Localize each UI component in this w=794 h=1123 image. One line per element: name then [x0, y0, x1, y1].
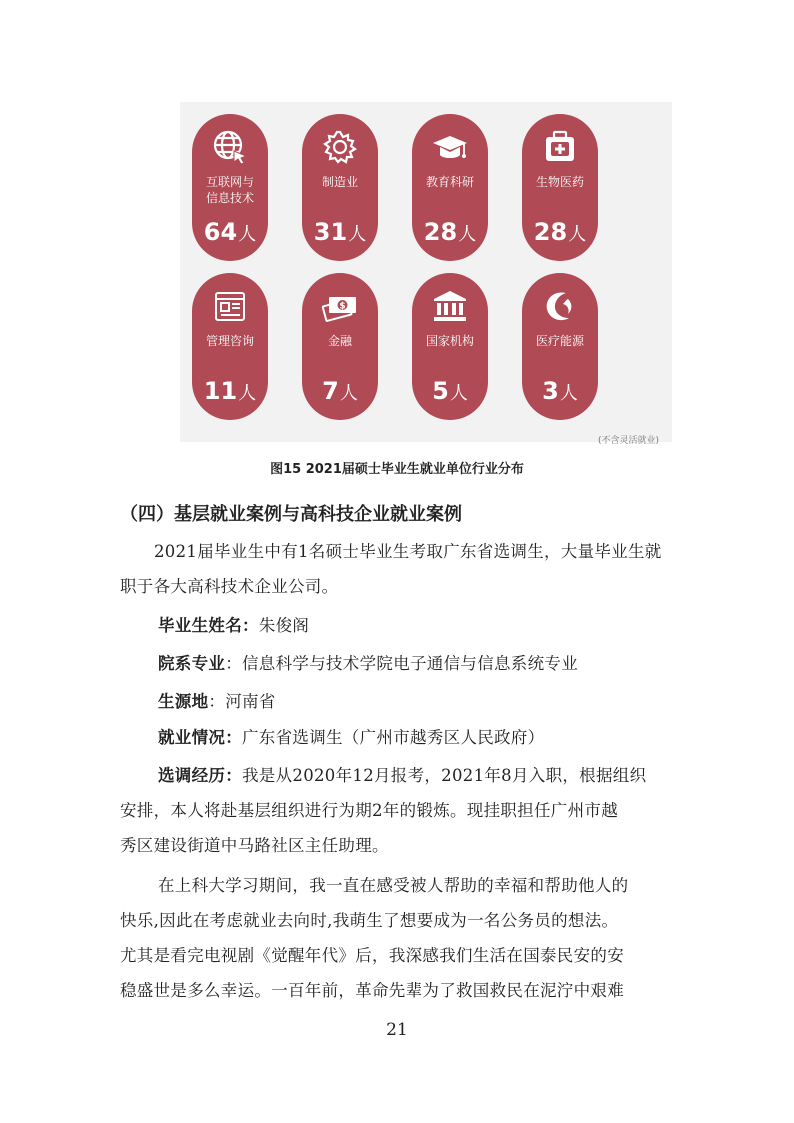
field-label: 院系专业 — [158, 654, 226, 673]
count-value: 5 — [432, 377, 449, 405]
industry-label — [192, 174, 268, 206]
count-unit: 人 — [449, 383, 468, 404]
count-unit: 人 — [559, 383, 578, 404]
industry-count — [412, 377, 488, 405]
count-value: 3 — [542, 377, 559, 405]
industry-card-finance — [302, 273, 378, 420]
globe-icon — [211, 128, 249, 166]
industry-label: 金融 — [327, 334, 352, 348]
bank-icon — [431, 287, 469, 325]
industry-card-manufacturing — [302, 114, 378, 261]
industry-card-energy — [522, 273, 598, 420]
count-value: 28 — [423, 218, 458, 246]
industry-count — [302, 377, 378, 405]
field-employment — [120, 720, 675, 755]
energy-icon — [541, 287, 579, 325]
paragraph-line: 尤其是看完电视剧《觉醒年代》后，我深感我们生活在国泰民安的安 — [120, 946, 624, 965]
industry-count — [522, 218, 598, 246]
field-label: 毕业生姓名： — [158, 616, 259, 635]
svg-text:$: $ — [339, 301, 346, 312]
intro-paragraph: 2021届毕业生中有1名硕士毕业生考取广东省选调生，大量毕业生就职于各大高科技术企业公司。 — [120, 542, 662, 596]
industry-card-biomedicine — [522, 114, 598, 261]
paragraph-line: 快乐,因此在考虑就业去向时,我萌生了想要成为一名公务员的想法。 — [120, 911, 619, 930]
industry-card-internet — [192, 114, 268, 261]
industry-count — [412, 218, 488, 246]
section-heading: （四）基层就业案例与高科技企业就业案例 — [120, 504, 462, 525]
industry-label: 国家机构 — [425, 334, 474, 348]
experience-line: 安排，本人将赴基层组织进行为期2年的锻炼。现挂职担任广州市越 — [120, 801, 618, 820]
industry-count — [192, 377, 268, 405]
field-name — [120, 608, 675, 643]
industry-count — [522, 377, 598, 405]
experience-label: 选调经历： — [158, 766, 242, 785]
field-major — [120, 646, 675, 681]
field-value: 朱俊阁 — [258, 616, 310, 635]
field-origin — [120, 684, 675, 719]
field-value: ：信息科学与技术学院电子通信与信息系统专业 — [225, 654, 579, 673]
experience-line — [120, 758, 675, 793]
industry-card-government — [412, 273, 488, 420]
count-unit: 人 — [458, 224, 477, 245]
graduation-cap-icon — [431, 128, 469, 166]
experience-text: 我是从2020年12月报考，2021年8月入职，根据组织 — [242, 766, 647, 785]
medical-kit-icon — [541, 128, 579, 166]
industry-label: 制造业 — [321, 175, 358, 189]
field-value: 广东省选调生（广州市越秀区人民政府） — [242, 728, 545, 747]
count-value: 64 — [203, 218, 238, 246]
count-unit: 人 — [339, 383, 358, 404]
industry-count — [192, 218, 268, 246]
field-value: ：河南省 — [208, 692, 276, 711]
field-label: 就业情况： — [158, 728, 242, 747]
count-unit: 人 — [238, 224, 257, 245]
industry-label: 管理咨询 — [205, 334, 254, 348]
figure-caption: 图15 2021届硕士毕业生就业单位行业分布 — [270, 462, 524, 477]
infographic-note: (不含灵活就业) — [598, 436, 660, 446]
count-unit: 人 — [568, 224, 587, 245]
count-value: 28 — [533, 218, 568, 246]
count-unit: 人 — [348, 224, 367, 245]
experience-paragraph — [120, 758, 675, 863]
count-value: 11 — [203, 377, 238, 405]
industry-label-line: 互联网与 — [205, 175, 254, 189]
industry-infographic — [180, 102, 672, 446]
industry-label: 生物医药 — [535, 175, 584, 189]
count-unit: 人 — [238, 383, 257, 404]
paragraph-line: 在上科大学习期间，我一直在感受被人帮助的幸福和帮助他人的 — [158, 876, 629, 895]
paragraph-line: 稳盛世是多么幸运。一百年前，革命先辈为了救国救民在泥泞中艰难 — [120, 981, 624, 1000]
experience-line: 秀区建设街道中马路社区主任助理。 — [120, 836, 389, 855]
industry-label-line: 信息技术 — [205, 191, 254, 205]
count-value: 31 — [313, 218, 348, 246]
body-paragraph — [120, 868, 675, 1008]
gear-icon — [321, 128, 359, 166]
industry-card-education — [412, 114, 488, 261]
industry-label: 医疗能源 — [535, 334, 584, 348]
page-number: 21 — [386, 1020, 408, 1040]
briefcase-icon — [211, 287, 249, 325]
industry-label: 教育科研 — [425, 175, 474, 189]
industry-card-consulting — [192, 273, 268, 420]
field-label: 生源地 — [158, 692, 209, 711]
count-value: 7 — [322, 377, 339, 405]
industry-count — [302, 218, 378, 246]
money-icon — [321, 287, 359, 325]
